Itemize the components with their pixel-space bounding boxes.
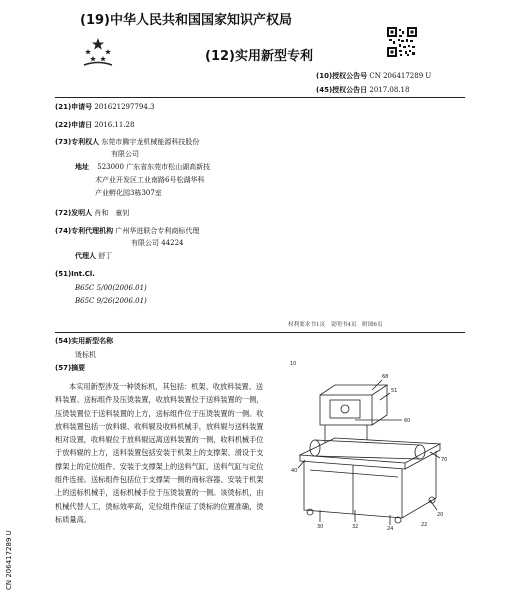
agency-code: (74) [55, 227, 72, 235]
address-line [75, 163, 210, 172]
filing-date-code: (22) [55, 121, 72, 129]
inventors-code: (72) [55, 209, 72, 217]
title-line [55, 337, 113, 346]
address-line3: 产业孵化园3栋307室 [95, 189, 162, 197]
int-cl-code: (51) [55, 270, 72, 278]
office-code: (19) [80, 13, 110, 28]
abstract-code: (57) [55, 364, 72, 372]
agent-value: 舒丁 [98, 252, 113, 260]
app-no-value: 201621297794.3 [94, 103, 155, 111]
pub-date-line [316, 86, 409, 95]
biblio-divider [55, 332, 465, 333]
agency-line2: 有限公司 44224 [131, 239, 184, 247]
pub-date-label: (45)授权公告日 [316, 86, 368, 94]
doc-kind-code: (12) [205, 49, 235, 64]
figure-label: 30 [317, 524, 324, 530]
figure-label: 40 [291, 468, 298, 474]
patent-office-emblem [81, 32, 115, 72]
figure-label: 22 [421, 522, 428, 528]
pages-info: 权利要求书1页 说明书4页 附图6页 [288, 322, 383, 328]
agent-line [75, 252, 112, 261]
pub-no-line [316, 72, 431, 81]
figure-label: 10 [290, 361, 297, 367]
address-label: 地址 [75, 163, 89, 171]
title-label: 实用新型名称 [71, 337, 114, 345]
app-no-line [55, 103, 155, 112]
inventors-line [55, 209, 129, 218]
figure-label: 60 [404, 418, 411, 424]
figure-label: 24 [387, 526, 394, 530]
header-divider [55, 97, 465, 98]
figure-drawing [290, 360, 460, 530]
figure-label: 68 [382, 374, 389, 380]
pub-date-value: 2017.08.18 [369, 86, 410, 94]
doc-kind-line [205, 45, 313, 64]
int-cl-item: B65C 5/00(2006.01) [75, 284, 147, 292]
filing-date-value: 2016.11.28 [94, 121, 135, 129]
abstract-heading [55, 364, 85, 373]
address-line2: 术产业开发区工业南路6号松湖华科 [95, 176, 205, 184]
pub-no-value: CN 206417289 U [369, 72, 432, 80]
filing-date-label: 申请日 [71, 121, 93, 129]
inventors-value: 肖和 童钊 [94, 209, 130, 217]
pub-no-label: (10)授权公告号 [316, 72, 368, 80]
figure-label: 70 [441, 457, 448, 463]
app-no-code: (21) [55, 103, 72, 111]
office-name: 中华人民共和国国家知识产权局 [109, 13, 292, 28]
figure-label: 51 [391, 388, 398, 394]
int-cl-label: Int.Cl. [71, 270, 95, 278]
patentee-line1: 东莞市腾宇龙机械能源科技股份 [101, 138, 200, 146]
agency-label: 专利代理机构 [71, 227, 114, 235]
patentee-code: (73) [55, 138, 72, 146]
agency-line [55, 227, 199, 236]
title-code: (54) [55, 337, 72, 345]
utility-model-title: 烫标机 [75, 351, 96, 359]
int-cl-line [55, 270, 95, 279]
inventors-label: 发明人 [71, 209, 93, 217]
figure-label: 32 [352, 524, 359, 530]
qr-code [387, 27, 417, 57]
agency-line1: 广州华进联合专利商标代理 [115, 227, 200, 235]
filing-date-line [55, 121, 134, 130]
office-line [80, 9, 292, 28]
figure-label: 20 [437, 512, 444, 518]
doc-kind: 实用新型专利 [234, 49, 313, 64]
int-cl-item: B65C 9/26(2006.01) [75, 297, 147, 305]
abstract-text: 本实用新型涉及一种烫标机，其包括：机架、收放料装置、送料装置、送标组件及压烫装置，收放料装置位于送料装置的一侧，压烫装置位于送料装置的上方，送标组件位于压烫装置的一侧。收放料装置包括一放料辊、收料辊及收料机械手，放料辊与送料装置相对设置，收料辊位于放料辊远离送料装置的一侧，收料机械手位于放料辊的上方，送料装置包括安装于机架上的支撑架、滑设于支撑架上的定位组件、安装于支撑架上的送料气缸，送料气缸与定位组件连接。送标组件包括位于支撑架一侧的商标容器、安装于机架上的送标机械手，送标机械手位于压烫装置的一侧。该烫标机，由机械代替人工，烫标效率高，定位组件保证了烫标的位置准确，烫标质量高。 [55, 382, 264, 524]
patentee-line [55, 138, 199, 147]
patentee-line2: 有限公司 [111, 150, 139, 158]
patentee-label: 专利权人 [71, 138, 100, 146]
app-no-label: 申请号 [71, 103, 93, 111]
side-publication-code: CN 206417289 U [5, 530, 13, 590]
abstract-label: 摘要 [71, 364, 86, 372]
address-line1: 523000 广东省东莞市松山湖高新技 [97, 163, 211, 171]
agent-label: 代理人 [75, 252, 96, 260]
